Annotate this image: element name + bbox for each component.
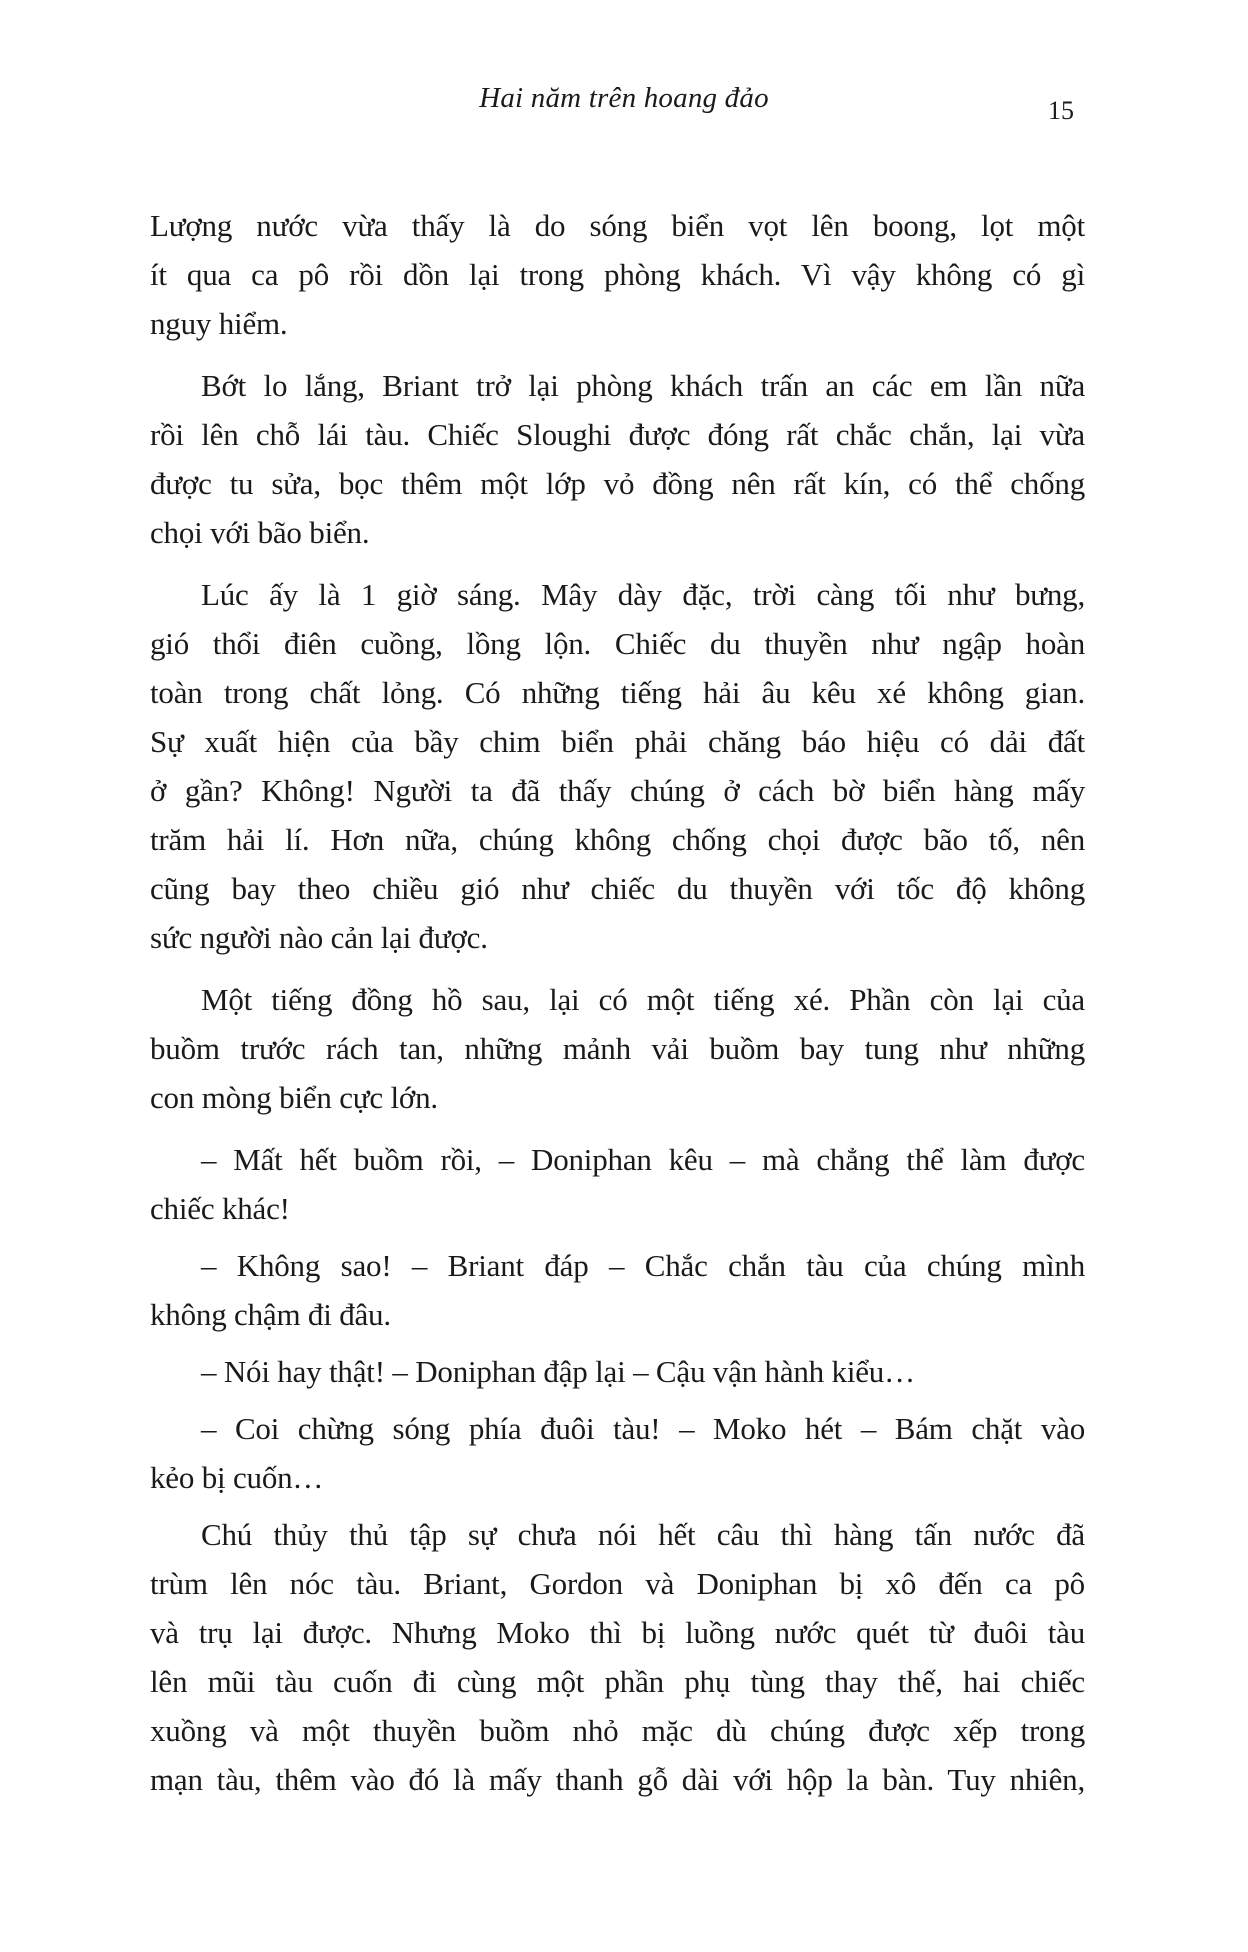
text-line: rồi lên chỗ lái tàu. Chiếc Sloughi được đóng rất chắc chắn, lại vừa bbox=[150, 417, 1085, 452]
text-line: nguy hiểm. bbox=[150, 306, 288, 341]
dialogue-paragraph bbox=[150, 1347, 1085, 1396]
text-line: toàn trong chất lỏng. Có những tiếng hải âu kêu xé không gian. bbox=[150, 675, 1085, 710]
body-text bbox=[150, 201, 1085, 1817]
text-line: – Không sao! – Briant đáp – Chắc chắn tàu của chúng mình bbox=[201, 1248, 1085, 1283]
paragraph bbox=[150, 361, 1085, 557]
paragraph bbox=[150, 975, 1085, 1122]
text-line: kẻo bị cuốn… bbox=[150, 1460, 324, 1495]
dialogue-paragraph bbox=[150, 1135, 1085, 1233]
text-line: Một tiếng đồng hồ sau, lại có một tiếng xé. Phần còn lại của bbox=[201, 982, 1085, 1017]
dialogue-paragraph bbox=[150, 1241, 1085, 1339]
running-title: Hai năm trên hoang đảo bbox=[479, 82, 769, 114]
text-line: trăm hải lí. Hơn nữa, chúng không chống chọi được bão tố, nên bbox=[150, 822, 1085, 857]
text-line: – Mất hết buồm rồi, – Doniphan kêu – mà chẳng thể làm được bbox=[201, 1142, 1085, 1177]
text-line: Bớt lo lắng, Briant trở lại phòng khách trấn an các em lần nữa bbox=[201, 368, 1085, 403]
text-line: mạn tàu, thêm vào đó là mấy thanh gỗ dài với hộp la bàn. Tuy nhiên, bbox=[150, 1762, 1085, 1797]
text-line: Lượng nước vừa thấy là do sóng biển vọt lên boong, lọt một bbox=[150, 208, 1085, 243]
text-line: – Nói hay thật! – Doniphan đập lại – Cậu vận hành kiểu… bbox=[201, 1354, 915, 1389]
text-line: trùm lên nóc tàu. Briant, Gordon và Doniphan bị xô đến ca pô bbox=[150, 1566, 1085, 1601]
text-line: con mòng biển cực lớn. bbox=[150, 1080, 438, 1115]
text-line: Lúc ấy là 1 giờ sáng. Mây dày đặc, trời càng tối như bưng, bbox=[201, 577, 1085, 612]
text-line: xuồng và một thuyền buồm nhỏ mặc dù chúng được xếp trong bbox=[150, 1713, 1085, 1748]
text-line: cũng bay theo chiều gió như chiếc du thuyền với tốc độ không bbox=[150, 871, 1085, 906]
text-line: ít qua ca pô rồi dồn lại trong phòng khách. Vì vậy không có gì bbox=[150, 257, 1085, 292]
text-line: gió thổi điên cuồng, lồng lộn. Chiếc du thuyền như ngập hoàn bbox=[150, 626, 1085, 661]
text-line: lên mũi tàu cuốn đi cùng một phần phụ tùng thay thế, hai chiếc bbox=[150, 1664, 1085, 1699]
page-number: 15 bbox=[1048, 96, 1074, 125]
paragraph bbox=[150, 570, 1085, 962]
text-line: ở gần? Không! Người ta đã thấy chúng ở cách bờ biển hàng mấy bbox=[150, 773, 1085, 808]
paragraph bbox=[150, 1510, 1085, 1804]
text-line: – Coi chừng sóng phía đuôi tàu! – Moko hét – Bám chặt vào bbox=[201, 1411, 1085, 1446]
text-line: và trụ lại được. Nhưng Moko thì bị luồng nước quét từ đuôi tàu bbox=[150, 1615, 1085, 1650]
text-line: chiếc khác! bbox=[150, 1191, 290, 1226]
dialogue-paragraph bbox=[150, 1404, 1085, 1502]
text-line: được tu sửa, bọc thêm một lớp vỏ đồng nên rất kín, có thể chống bbox=[150, 466, 1085, 501]
text-line: Sự xuất hiện của bầy chim biển phải chăng báo hiệu có dải đất bbox=[150, 724, 1085, 759]
text-line: buồm trước rách tan, những mảnh vải buồm bay tung như những bbox=[150, 1031, 1085, 1066]
paragraph bbox=[150, 201, 1085, 348]
text-line: Chú thủy thủ tập sự chưa nói hết câu thì hàng tấn nước đã bbox=[201, 1517, 1085, 1552]
text-line: sức người nào cản lại được. bbox=[150, 920, 488, 955]
text-line: không chậm đi đâu. bbox=[150, 1297, 391, 1332]
text-line: chọi với bão biển. bbox=[150, 515, 370, 550]
